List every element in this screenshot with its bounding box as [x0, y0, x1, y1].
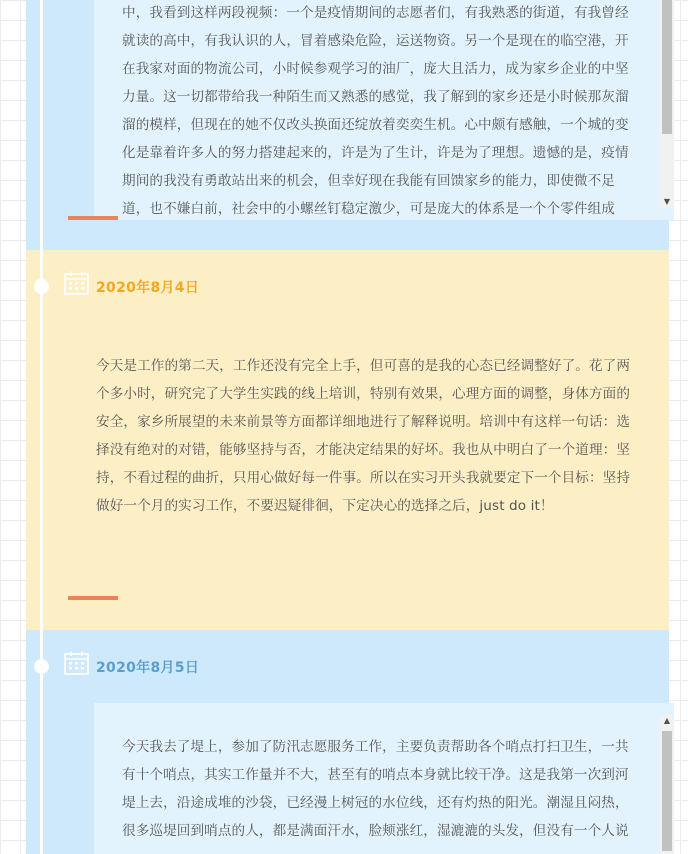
entry-3-date: 2020年8月5日 — [96, 660, 200, 676]
entry-1-accent-bar — [68, 216, 118, 220]
entry-3-scroll-thumb[interactable] — [662, 731, 672, 851]
entry-2-text: 今天是工作的第二天，工作还没有完全上手，但可喜的是我的心态已经调整好了。花了两个多小时，研究完了大学生实践的线上培训，特别有效果，心理方面的调整，身体方面的安全，家乡所展望的未来前景等方面都详细地进行了解释说明。培训中有这样一句话：选择没有绝对的对错，能够坚持与否，才能决定结果的好坏。我也从中明白了一个道理：坚持，不看过程的曲折，只用心做好每一件事。所以在实习开头我就要定下一个目标：坚持做好一个月的实习工作，不要迟疑徘徊，下定决心的选择之后，just do it！ — [96, 358, 631, 514]
timeline-dot-entry-3 — [34, 659, 49, 674]
entry-2-text-panel — [96, 352, 636, 520]
entry-3-text-panel[interactable] — [94, 703, 674, 854]
entry-3-scrollbar[interactable] — [660, 715, 674, 854]
entry-1-text: 中，我看到这样两段视频：一个是疫情期间的志愿者们，有我熟悉的街道，有我曾经就读的高中，有我认识的人，冒着感染危险，运送物资。另一个是现在的临空港，开在我家对面的物流公司，小时候参观学习的油厂，庞大且活力，成为家乡企业的中坚力量。这一切都带给我一种陌生而又熟悉的感觉，我了解到的家乡还是小时候那灰溜溜的模样，但现在的她不仅改头换面还绽放着奕奕生机。心中颇有感触，一个城的变化是靠着许多人的努力搭建起来的，许是为了生计，许是为了理想。遗憾的是，疫情期间的我没有勇敢站出来的机会，但幸好现在我能有回馈家乡的能力，即使微不足道，也不嫌白前，社会中的小螺丝钉稳定激少，可是庞大的体系是一个个零件组成 — [122, 5, 629, 217]
entry-2-date: 2020年8月4日 — [96, 280, 200, 296]
scroll-up-arrow-icon[interactable]: ▲ — [663, 716, 671, 725]
entry-3-text: 今天我去了堤上，参加了防汛志愿服务工作，主要负责帮助各个哨点打扫卫生，一共有十个哨点，其实工作量并不大，甚至有的哨点本身就比较干净。这是我第一次到河堤上去，沿途成堆的沙袋，已经漫上树冠的水位线，还有灼热的阳光。潮湿且闷热，很多巡堤回到哨点的人，都是满面汗水，脸颊涨红，湿漉漉的头发，但没有一个人说 — [122, 739, 629, 839]
calendar-icon — [64, 651, 89, 675]
entry-1-scrollbar[interactable] — [660, 0, 674, 208]
calendar-icon — [64, 271, 89, 295]
entry-1-text-panel[interactable] — [94, 0, 674, 220]
entry-1-scroll-thumb[interactable] — [662, 0, 672, 134]
entry-2-accent-bar — [68, 596, 118, 600]
timeline-entry-1 — [26, 0, 669, 250]
timeline-line — [40, 0, 43, 854]
timeline-column — [26, 0, 669, 854]
scroll-down-arrow-icon[interactable]: ▼ — [663, 197, 671, 206]
timeline-entry-2 — [26, 250, 669, 630]
timeline-dot-entry-2 — [34, 279, 49, 294]
